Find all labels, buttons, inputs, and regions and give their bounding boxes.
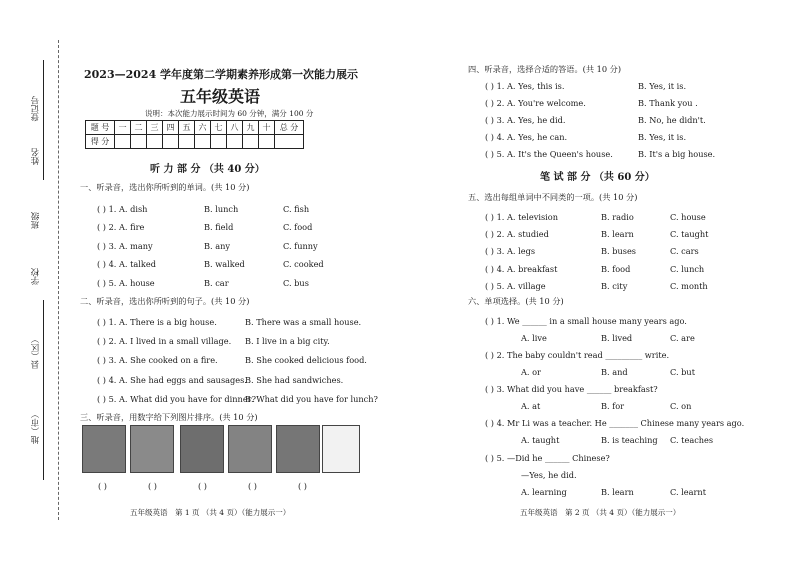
option: C. cooked	[283, 259, 324, 269]
score-header: 一	[115, 121, 131, 135]
list-item: ( ) 5. A. house	[97, 278, 155, 288]
picture-5	[276, 425, 320, 473]
option: B. There was a small house.	[245, 317, 362, 327]
footer-page-1: 五年级英语 第 1 页 （共 4 页）（能力展示一）	[130, 508, 291, 517]
list-item: ( ) 4. A. Yes, he can.	[485, 132, 568, 142]
option: C. teaches	[670, 435, 714, 445]
option: B. city	[601, 281, 628, 291]
option: C. taught	[670, 229, 709, 239]
listening-heading: 听 力 部 分 （共 40 分）	[150, 164, 265, 175]
option: C. month	[670, 281, 708, 291]
option: B. I live in a big city.	[245, 336, 330, 346]
question-2: ( ) 2. The baby couldn't read _________ write.	[485, 350, 670, 360]
option: A. learning	[521, 487, 567, 497]
question-3: ( ) 3. What did you have ______ breakfast?	[485, 384, 658, 394]
list-item: ( ) 3. A. many	[97, 241, 153, 251]
score-cell[interactable]	[115, 135, 131, 149]
question-5: ( ) 5. —Did he ______ Chinese?	[485, 453, 610, 463]
cut-line	[58, 40, 59, 520]
score-cell[interactable]	[227, 135, 243, 149]
option: C. on	[670, 401, 692, 411]
exam-title: 2023—2024 学年度第二学期素养形成第一次能力展示	[84, 68, 359, 81]
label-school: 学校	[31, 268, 41, 285]
score-header: 七	[211, 121, 227, 135]
option: B. for	[601, 401, 625, 411]
exam-note: 说明：本次能力展示时间为 60 分钟，满分 100 分	[145, 109, 314, 118]
option: B. and	[601, 367, 628, 377]
score-cell[interactable]	[259, 135, 275, 149]
score-header-total: 总 分	[275, 121, 304, 135]
score-cell[interactable]	[163, 135, 179, 149]
picture-3	[180, 425, 224, 473]
answer-blank[interactable]: ( )	[148, 481, 157, 491]
question-4: ( ) 4. Mr Li was a teacher. He _______ Chinese many years ago.	[485, 418, 745, 428]
option: C. food	[283, 222, 313, 232]
writing-heading: 笔 试 部 分 （共 60 分）	[540, 172, 655, 183]
option: B. No, he didn't.	[638, 115, 706, 125]
option: B. lived	[601, 333, 633, 343]
section4-title: 四、听录音，选择合适的答语。(共 10 分)	[468, 64, 622, 74]
option: C. fish	[283, 204, 310, 214]
score-table	[85, 120, 304, 149]
answer-blank[interactable]: ( )	[98, 481, 107, 491]
list-item: ( ) 4. A. She had eggs and sausages.	[97, 375, 247, 385]
binding-line-top	[43, 60, 44, 180]
option: B. Thank you .	[638, 98, 698, 108]
option: B. Yes, it is.	[638, 81, 687, 91]
option: B. It's a big house.	[638, 149, 716, 159]
section5-title: 五、选出每组单词中不同类的一项。(共 10 分)	[468, 192, 638, 202]
picture-6-cartoon	[322, 425, 360, 473]
list-item: ( ) 2. A. studied	[485, 229, 549, 239]
option: C. but	[670, 367, 695, 377]
score-row-label: 得 分	[86, 135, 115, 149]
list-item: ( ) 4. A. talked	[97, 259, 156, 269]
picture-2	[130, 425, 174, 473]
score-header: 六	[195, 121, 211, 135]
option: B. buses	[601, 246, 636, 256]
option: C. funny	[283, 241, 318, 251]
list-item: ( ) 3. A. Yes, he did.	[485, 115, 566, 125]
section2-title: 二、听录音，选出你所听到的句子。(共 10 分)	[80, 296, 250, 306]
score-header: 四	[163, 121, 179, 135]
option: B. She cooked delicious food.	[245, 355, 367, 365]
question-1: ( ) 1. We ______ in a small house many years ago.	[485, 316, 687, 326]
question-5-reply: —Yes, he did.	[521, 470, 577, 480]
subject-title: 五年级英语	[180, 87, 261, 106]
score-cell[interactable]	[275, 135, 304, 149]
list-item: ( ) 2. A. I lived in a small village.	[97, 336, 232, 346]
answer-blank[interactable]: ( )	[198, 481, 207, 491]
score-header: 三	[147, 121, 163, 135]
option: A. live	[521, 333, 547, 343]
option: B. learn	[601, 229, 634, 239]
option: B. food	[601, 264, 631, 274]
picture-4	[228, 425, 272, 473]
score-header: 五	[179, 121, 195, 135]
option: C. learnt	[670, 487, 706, 497]
option: A. or	[521, 367, 541, 377]
option: C. are	[670, 333, 695, 343]
option: A. at	[521, 401, 541, 411]
label-registration-no: 登记号	[31, 96, 41, 122]
option: C. cars	[670, 246, 699, 256]
section6-title: 六、单项选择。(共 10 分)	[468, 296, 564, 306]
option: B. learn	[601, 487, 634, 497]
list-item: ( ) 3. A. legs	[485, 246, 536, 256]
option: B. She had sandwiches.	[245, 375, 344, 385]
option: B. field	[204, 222, 234, 232]
option: B. What did you have for lunch?	[245, 394, 378, 404]
option: B. radio	[601, 212, 634, 222]
score-cell[interactable]	[179, 135, 195, 149]
list-item: ( ) 2. A. fire	[97, 222, 145, 232]
list-item: ( ) 5. A. village	[485, 281, 546, 291]
list-item: ( ) 3. A. She cooked on a fire.	[97, 355, 218, 365]
list-item: ( ) 5. A. It's the Queen's house.	[485, 149, 613, 159]
option: B. car	[204, 278, 229, 288]
option: B. any	[204, 241, 231, 251]
list-item: ( ) 1. A. dish	[97, 204, 148, 214]
list-item: ( ) 1. A. Yes, this is.	[485, 81, 565, 91]
label-class: 班级	[31, 212, 41, 229]
list-item: ( ) 1. A. television	[485, 212, 558, 222]
label-county: 县（区）	[31, 335, 41, 369]
section3-title: 三、听录音，用数字给下列图片排序。(共 10 分)	[80, 412, 258, 422]
option: A. taught	[521, 435, 560, 445]
option: B. is teaching	[601, 435, 658, 445]
option: B. walked	[204, 259, 245, 269]
label-name: 姓名	[31, 148, 41, 165]
score-header: 九	[243, 121, 259, 135]
list-item: ( ) 1. A. There is a big house.	[97, 317, 217, 327]
score-header: 十	[259, 121, 275, 135]
binding-line-bottom	[43, 300, 44, 480]
score-cell[interactable]	[131, 135, 147, 149]
section1-title: 一、听录音，选出你所听到的单词。(共 10 分)	[80, 182, 250, 192]
score-cell[interactable]	[243, 135, 259, 149]
score-header: 八	[227, 121, 243, 135]
option: C. house	[670, 212, 706, 222]
score-cell[interactable]	[147, 135, 163, 149]
answer-blank[interactable]: ( )	[298, 481, 307, 491]
score-cell[interactable]	[211, 135, 227, 149]
list-item: ( ) 4. A. breakfast	[485, 264, 558, 274]
score-header-label: 题 号	[86, 121, 115, 135]
footer-page-2: 五年级英语 第 2 页 （共 4 页）（能力展示一）	[520, 508, 681, 517]
score-cell[interactable]	[195, 135, 211, 149]
option: B. lunch	[204, 204, 239, 214]
picture-1	[82, 425, 126, 473]
option: B. Yes, it is.	[638, 132, 687, 142]
option: C. lunch	[670, 264, 705, 274]
score-header: 二	[131, 121, 147, 135]
option: C. bus	[283, 278, 309, 288]
list-item: ( ) 2. A. You're welcome.	[485, 98, 586, 108]
label-city: 地（市）	[31, 410, 41, 444]
list-item: ( ) 5. A. What did you have for dinner?	[97, 394, 256, 404]
answer-blank[interactable]: ( )	[248, 481, 257, 491]
